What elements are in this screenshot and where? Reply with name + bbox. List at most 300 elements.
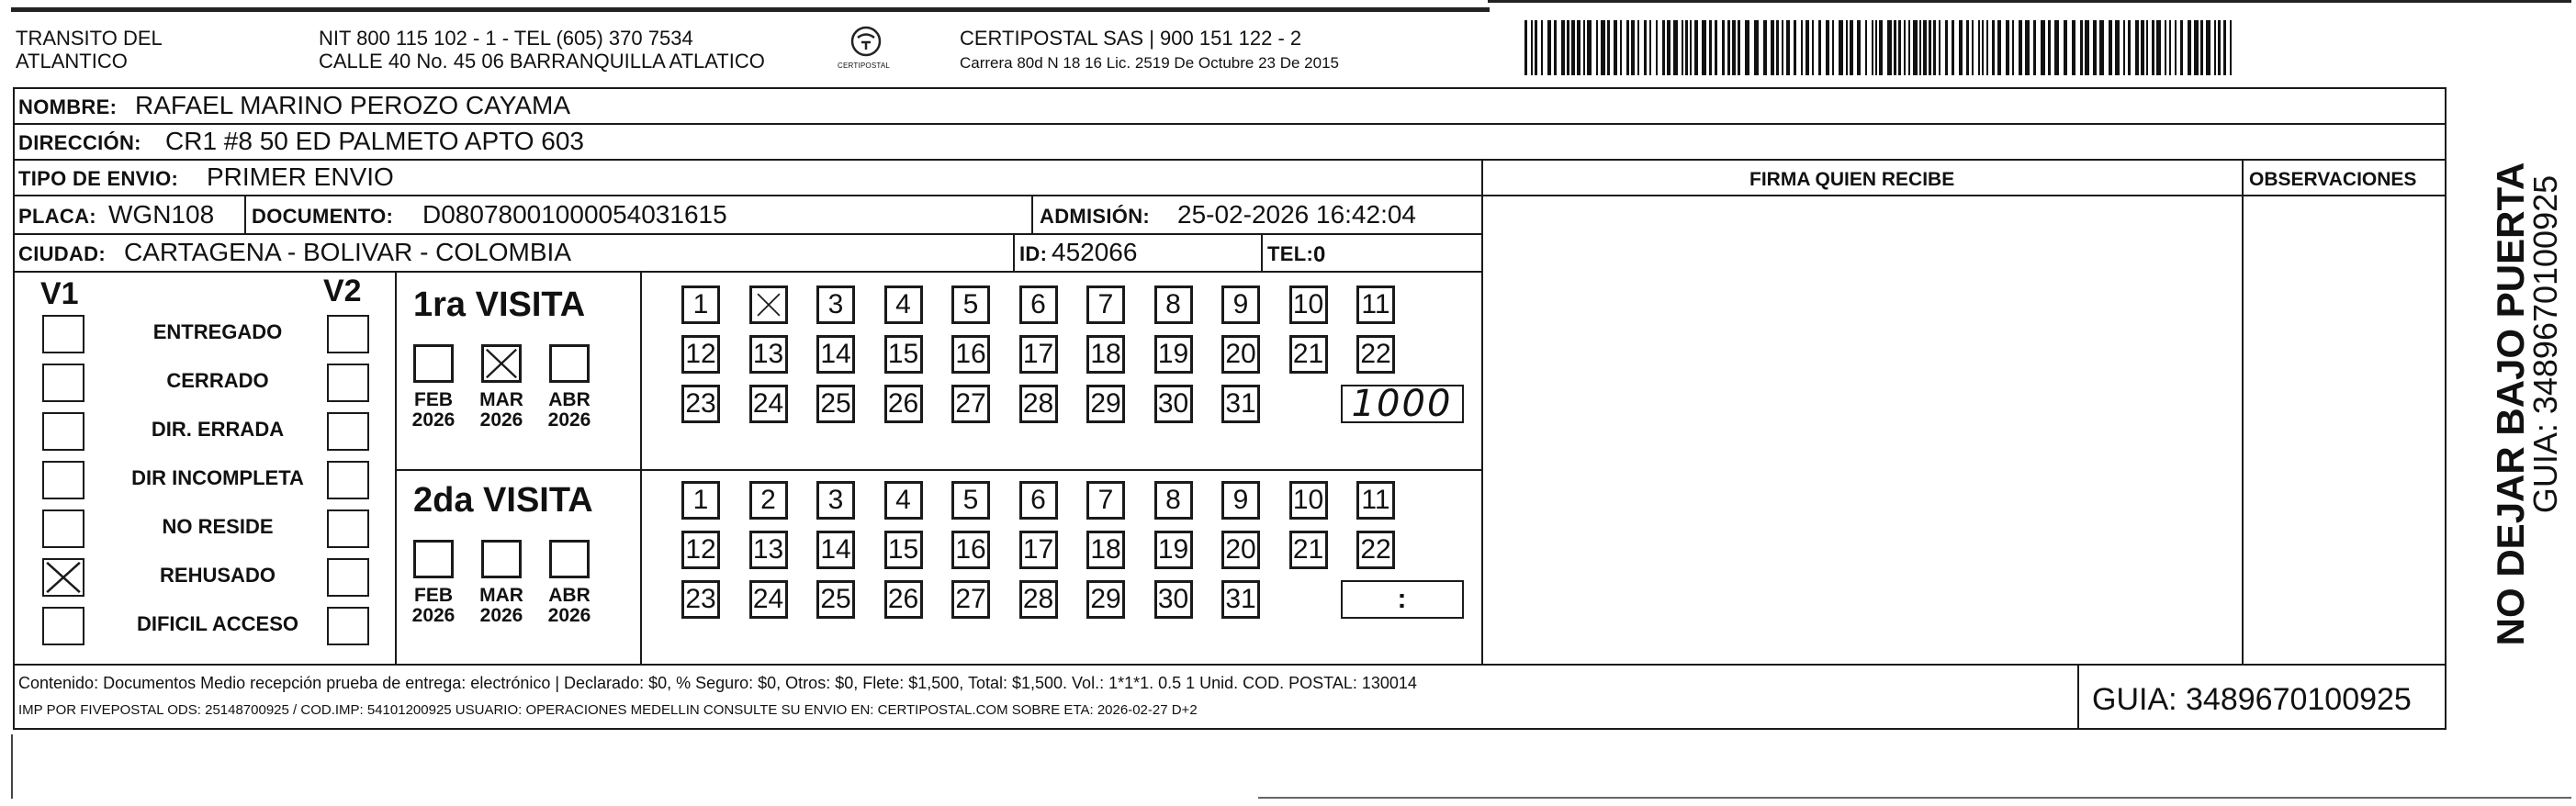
v2-checkbox[interactable]: [327, 461, 369, 499]
barcode-bar: [1997, 20, 2001, 75]
day-box[interactable]: [951, 580, 990, 619]
status-option-label: NO RESIDE: [162, 515, 274, 538]
month-year: 2026: [547, 409, 591, 431]
barcode-bar: [1782, 20, 1783, 75]
side-guide: GUIA: 3489670100925: [2526, 174, 2564, 514]
cell-divider: [1031, 195, 1033, 233]
barcode-bar: [2146, 20, 2148, 75]
month-year: 2026: [411, 409, 456, 431]
v1-checkbox[interactable]: [42, 461, 84, 499]
cell-divider: [1261, 233, 1263, 271]
status-option-label: DIFICIL ACCESO: [136, 612, 298, 635]
barcode-bar: [1571, 20, 1575, 75]
id-label: ID:: [1019, 242, 1048, 265]
status-option-label: DIR INCOMPLETA: [131, 466, 304, 489]
day-box[interactable]: [749, 335, 788, 374]
month-year: 2026: [479, 605, 523, 627]
barcode-bar: [1872, 20, 1873, 75]
day-number: 2: [760, 485, 776, 515]
day-number: 18: [1090, 534, 1121, 565]
barcode-bar: [2041, 20, 2045, 75]
day-box[interactable]: [749, 285, 788, 324]
day-number: 11: [1361, 485, 1390, 515]
day-number: 25: [820, 388, 851, 419]
day-box[interactable]: [884, 285, 923, 324]
footer-print-info: IMP POR FIVEPOSTAL ODS: 25148700925 / COD.IMP: 54101200925 USUARIO: OPERACIONES MEDELLIN CONSULTE SU ENVIO EN: CERTIPOSTAL.COM SOBRE ETA: 2026-02-27 D+2: [18, 702, 1198, 718]
barcode-bar: [1786, 20, 1790, 75]
day-number: 14: [820, 339, 851, 369]
row-divider: [13, 159, 2447, 161]
barcode-bar: [1952, 20, 1954, 75]
footer-guide-divider: [2077, 664, 2079, 730]
barcode-bar: [1531, 20, 1533, 75]
admission-label: ADMISIÓN:: [1040, 205, 1151, 228]
day-number: 21: [1292, 534, 1324, 565]
signature-header: FIRMA QUIEN RECIBE: [1749, 169, 1955, 190]
cell-divider: [244, 195, 246, 233]
barcode-bar: [1631, 20, 1635, 75]
visit1-title: 1ra VISITA: [413, 285, 586, 324]
barcode-bar: [2128, 20, 2131, 75]
v2-checkbox[interactable]: [327, 315, 369, 353]
v2-checkbox[interactable]: [327, 412, 369, 451]
day-box[interactable]: [884, 531, 923, 569]
barcode-bar: [1982, 20, 1984, 75]
day-number: 29: [1090, 388, 1121, 419]
day-number: 18: [1090, 339, 1121, 369]
day-number: 19: [1157, 534, 1189, 565]
barcode-bar: [2072, 20, 2075, 75]
barcode-bar: [1567, 20, 1569, 75]
day-box[interactable]: [951, 385, 990, 423]
barcode-bar: [1846, 20, 1848, 75]
top-rule-right: [1488, 0, 2571, 3]
day-number: 10: [1292, 289, 1324, 319]
day-number: 30: [1157, 584, 1189, 614]
day-box[interactable]: [816, 285, 855, 324]
v1-checkbox[interactable]: [42, 509, 84, 548]
name-label: NOMBRE:: [18, 95, 118, 118]
barcode-bar: [1966, 20, 1969, 75]
row-divider: [13, 271, 1482, 273]
v1-label: V1: [40, 276, 79, 311]
footer-divider: [13, 664, 2447, 666]
day-number: 17: [1022, 339, 1054, 369]
barcode-bar: [1908, 20, 1910, 75]
handwritten-time: 1000: [1351, 383, 1453, 425]
day-number: 6: [1030, 289, 1046, 319]
barcode-bar: [2165, 20, 2166, 75]
barcode-bar: [2115, 20, 2120, 75]
issuer-address: CALLE 40 No. 45 06 BARRANQUILLA ATLATICO: [319, 50, 765, 73]
day-box[interactable]: [681, 481, 720, 520]
barcode-bar: [1839, 20, 1843, 75]
day-number: 27: [955, 584, 986, 614]
day-box[interactable]: [749, 385, 788, 423]
admission-value: 25-02-2026 16:42:04: [1177, 200, 1416, 229]
day-number: 1: [692, 485, 709, 515]
barcode-bar: [1875, 20, 1877, 75]
month-checkbox[interactable]: [413, 540, 454, 578]
day-number: 8: [1165, 289, 1181, 319]
barcode-bar: [2214, 20, 2216, 75]
day-number: 25: [820, 584, 851, 614]
barcode-bar: [2156, 20, 2161, 75]
recipient-address: CR1 #8 50 ED PALMETO APTO 603: [165, 127, 584, 155]
barcode-bar: [1587, 20, 1592, 75]
day-box[interactable]: [1019, 531, 1058, 569]
day-box[interactable]: [951, 481, 990, 520]
day-box[interactable]: [884, 335, 923, 374]
day-box[interactable]: [1019, 335, 1058, 374]
day-number: 11: [1361, 289, 1390, 319]
barcode-bar: [2048, 20, 2051, 75]
status-option-label: CERRADO: [166, 369, 269, 392]
barcode-bar: [2019, 20, 2022, 75]
month-name: MAR: [479, 389, 523, 410]
day-box[interactable]: [1154, 481, 1193, 520]
barcode-bar: [2006, 20, 2009, 75]
barcode-bar: [1649, 20, 1651, 75]
barcode-bar: [2093, 20, 2097, 75]
month-label: [474, 390, 529, 431]
day-number: 7: [1097, 289, 1114, 319]
barcode-bar: [1919, 20, 1921, 75]
day-number: 16: [955, 339, 986, 369]
city-value: CARTAGENA - BOLIVAR - COLOMBIA: [124, 238, 571, 266]
day-box[interactable]: [1356, 531, 1395, 569]
day-number: 3: [827, 485, 844, 515]
day-box[interactable]: [816, 385, 855, 423]
day-number: 14: [820, 534, 851, 565]
barcode-bar: [1524, 20, 1527, 75]
time-field[interactable]: [1341, 580, 1464, 619]
barcode-bar: [2109, 20, 2112, 75]
month-checkbox[interactable]: [549, 540, 590, 578]
barcode-bar: [1945, 20, 1948, 75]
barcode-bar: [1656, 20, 1658, 75]
day-box[interactable]: [884, 385, 923, 423]
barcode-bar: [1826, 20, 1829, 75]
footer-content: Contenido: Documentos Medio recepción prueba de entrega: electrónico | Declarado: $0, % Seguro: $0, Otros: $0, Flete: $1,500, Total: $1,500. Vol.: 1*1*1. 0.5 1 Unid. COD. POSTAL: 130014: [18, 674, 1417, 692]
barcode-bar: [1972, 20, 1974, 75]
tel-value: 0: [1313, 242, 1326, 267]
day-number: 30: [1157, 388, 1189, 419]
send-type: PRIMER ENVIO: [207, 162, 394, 191]
barcode-bar: [2135, 20, 2139, 75]
visit2-title: 2da VISITA: [413, 481, 593, 520]
day-box[interactable]: [1221, 335, 1260, 374]
day-number: 4: [895, 485, 911, 515]
day-box[interactable]: [816, 531, 855, 569]
barcode-bar: [1857, 20, 1861, 75]
day-box[interactable]: [1356, 335, 1395, 374]
v1-checkbox[interactable]: [42, 315, 84, 353]
barcode-bar: [1667, 20, 1670, 75]
observations-header: OBSERVACIONES: [2249, 169, 2417, 190]
section-divider: [640, 271, 642, 664]
barcode-bar: [1913, 20, 1918, 75]
day-number: 28: [1022, 388, 1054, 419]
barcode-bar: [1978, 20, 1980, 75]
day-number: 27: [955, 388, 986, 419]
v2-checkbox[interactable]: [327, 509, 369, 548]
v2-label: V2: [323, 274, 362, 308]
month-name: FEB: [414, 585, 453, 606]
day-box[interactable]: [1086, 335, 1125, 374]
barcode-bar: [1992, 20, 1995, 75]
barcode-bar: [1596, 20, 1598, 75]
day-box[interactable]: [816, 481, 855, 520]
day-number: 19: [1157, 339, 1189, 369]
month-year: 2026: [411, 605, 456, 627]
barcode-bar: [1601, 20, 1605, 75]
barcode-bar: [1644, 20, 1647, 75]
day-number: 23: [685, 388, 716, 419]
day-box[interactable]: [1019, 580, 1058, 619]
day-box[interactable]: [816, 580, 855, 619]
barcode-bar: [1933, 20, 1936, 75]
day-number: 29: [1090, 584, 1121, 614]
barcode-bar: [2012, 20, 2014, 75]
barcode-bar: [2141, 20, 2144, 75]
day-box[interactable]: [1019, 285, 1058, 324]
section-divider: [395, 271, 397, 664]
barcode-bar: [1805, 20, 1809, 75]
day-box[interactable]: [1086, 385, 1125, 423]
month-checkbox[interactable]: [549, 344, 590, 383]
barcode-bar: [2064, 20, 2067, 75]
barcode-bar: [1662, 20, 1665, 75]
barcode-bar: [1801, 20, 1803, 75]
barcode-bar: [1939, 20, 1940, 75]
day-box[interactable]: [1086, 531, 1125, 569]
day-number: 31: [1225, 584, 1256, 614]
day-box[interactable]: [1221, 580, 1260, 619]
day-box[interactable]: [1221, 531, 1260, 569]
barcode-bar: [1794, 20, 1796, 75]
barcode-bar: [1812, 20, 1814, 75]
day-number: 17: [1022, 534, 1054, 565]
barcode-bar: [1541, 20, 1543, 75]
barcode-bar: [1727, 20, 1730, 75]
status-option-label: DIR. ERRADA: [151, 418, 285, 441]
day-box[interactable]: [951, 335, 990, 374]
signature-area[interactable]: [1484, 197, 2240, 662]
status-option-label: ENTREGADO: [152, 320, 283, 343]
day-number: 24: [752, 584, 784, 614]
day-box[interactable]: [884, 481, 923, 520]
day-number: 31: [1225, 388, 1256, 419]
month-label: [406, 390, 461, 431]
day-number: 15: [887, 534, 919, 565]
day-box[interactable]: [1154, 385, 1193, 423]
barcode-bar: [2188, 20, 2191, 75]
barcode-bar: [1685, 20, 1688, 75]
day-number: 13: [752, 534, 784, 565]
barcode-bar: [2099, 20, 2104, 75]
barcode-bar: [1904, 20, 1906, 75]
day-box[interactable]: [681, 385, 720, 423]
row-divider: [13, 123, 2447, 125]
column-divider: [2242, 159, 2244, 664]
issuer-name-line1: TRANSITO DEL: [16, 27, 163, 50]
day-box[interactable]: [681, 580, 720, 619]
plate-value: WGN108: [108, 200, 215, 229]
v1-checkbox[interactable]: [42, 412, 84, 451]
month-checkbox[interactable]: [481, 540, 522, 578]
courier-logo: [834, 24, 898, 79]
day-number: 5: [962, 289, 979, 319]
day-box[interactable]: [1086, 481, 1125, 520]
barcode-bar: [1959, 20, 1963, 75]
time-separator: :: [1397, 584, 1407, 614]
barcode-bar: [1554, 20, 1557, 75]
day-number: 9: [1232, 485, 1249, 515]
barcode-bar: [2152, 20, 2154, 75]
month-name: ABR: [548, 585, 591, 606]
day-box[interactable]: [1154, 580, 1193, 619]
day-box[interactable]: [1289, 481, 1328, 520]
barcode-bar: [1673, 20, 1678, 75]
v2-checkbox[interactable]: [327, 607, 369, 645]
barcode-bar: [1607, 20, 1610, 75]
v1-checkbox[interactable]: [42, 364, 84, 402]
barcode-bar: [2194, 20, 2199, 75]
barcode-bar: [2054, 20, 2059, 75]
day-box[interactable]: [1356, 481, 1395, 520]
top-rule: [11, 7, 1490, 12]
day-number: 20: [1225, 339, 1256, 369]
barcode-bar: [2085, 20, 2089, 75]
time-field[interactable]: [1341, 385, 1464, 423]
day-box[interactable]: [1154, 335, 1193, 374]
cell-divider: [1013, 233, 1015, 271]
day-box[interactable]: [749, 481, 788, 520]
day-box[interactable]: [749, 531, 788, 569]
barcode-bar: [1614, 20, 1617, 75]
v2-checkbox[interactable]: [327, 364, 369, 402]
day-number: 5: [962, 485, 979, 515]
day-number: 28: [1022, 584, 1054, 614]
page-edge-left: [11, 734, 13, 799]
day-box[interactable]: [1221, 385, 1260, 423]
barcode-bar: [1732, 20, 1736, 75]
day-box[interactable]: [749, 580, 788, 619]
day-box[interactable]: [1154, 285, 1193, 324]
day-box[interactable]: [1221, 285, 1260, 324]
barcode-bar: [1865, 20, 1867, 75]
courier-license: Carrera 80d N 18 16 Lic. 2519 De Octubre 23 De 2015: [960, 54, 1339, 72]
issuer-nit: NIT 800 115 102 - 1 - TEL (605) 370 7534: [319, 27, 693, 50]
barcode-bar: [1626, 20, 1629, 75]
day-number: 16: [955, 534, 986, 565]
day-box[interactable]: [1086, 580, 1125, 619]
month-checkbox[interactable]: [413, 344, 454, 383]
barcode-bar: [1879, 20, 1883, 75]
status-option-label: REHUSADO: [160, 564, 276, 587]
month-year: 2026: [547, 605, 591, 627]
day-box[interactable]: [681, 531, 720, 569]
month-name: FEB: [414, 389, 453, 410]
barcode-bar: [1620, 20, 1622, 75]
barcode-bar: [1894, 20, 1896, 75]
courier-logo-text: CERTIPOSTAL: [838, 62, 891, 70]
courier-info: CERTIPOSTAL SAS | 900 151 122 - 2: [960, 27, 1302, 50]
day-box[interactable]: [681, 335, 720, 374]
month-label: [542, 586, 597, 626]
month-label: [474, 586, 529, 626]
day-box[interactable]: [951, 285, 990, 324]
day-box[interactable]: [1221, 481, 1260, 520]
barcode-bar: [1682, 20, 1683, 75]
barcode: [1524, 20, 2232, 75]
day-box[interactable]: [951, 531, 990, 569]
day-number: 7: [1097, 485, 1114, 515]
barcode-bar: [2180, 20, 2183, 75]
barcode-bar: [1929, 20, 1931, 75]
send-type-label: TIPO DE ENVIO:: [18, 167, 179, 190]
day-box[interactable]: [1289, 531, 1328, 569]
barcode-bar: [2080, 20, 2083, 75]
barcode-bar: [2169, 20, 2171, 75]
day-box[interactable]: [1019, 385, 1058, 423]
day-number: 26: [887, 584, 919, 614]
day-number: 15: [887, 339, 919, 369]
day-box[interactable]: [816, 335, 855, 374]
observations-area[interactable]: [2244, 197, 2445, 662]
barcode-bar: [1898, 20, 1901, 75]
plate-label: PLACA:: [18, 205, 96, 228]
barcode-bar: [2025, 20, 2030, 75]
day-number: 3: [827, 289, 844, 319]
page-edge-bottom: [1258, 797, 2571, 799]
month-label: [542, 390, 597, 431]
day-number: 8: [1165, 485, 1181, 515]
day-box[interactable]: [1289, 335, 1328, 374]
id-value: 452066: [1052, 238, 1138, 266]
month-name: MAR: [479, 585, 523, 606]
day-box[interactable]: [1086, 285, 1125, 324]
day-number: 6: [1030, 485, 1046, 515]
day-box[interactable]: [1154, 531, 1193, 569]
city-label: CIUDAD:: [18, 242, 106, 265]
day-number: 13: [752, 339, 784, 369]
day-box[interactable]: [1289, 285, 1328, 324]
barcode-bar: [1547, 20, 1551, 75]
document-value: D08078001000054031615: [422, 200, 727, 229]
barcode-bar: [2206, 20, 2210, 75]
day-number: 12: [685, 339, 716, 369]
barcode-bar: [1763, 20, 1767, 75]
barcode-bar: [1583, 20, 1585, 75]
day-box[interactable]: [1356, 285, 1395, 324]
day-box[interactable]: [884, 580, 923, 619]
v1-checkbox[interactable]: [42, 607, 84, 645]
day-box[interactable]: [681, 285, 720, 324]
day-number: 21: [1292, 339, 1324, 369]
barcode-bar: [1738, 20, 1740, 75]
barcode-bar: [2230, 20, 2232, 75]
v1-checkbox[interactable]: [42, 558, 84, 597]
barcode-bar: [2175, 20, 2177, 75]
day-box[interactable]: [1019, 481, 1058, 520]
barcode-bar: [2218, 20, 2221, 75]
v2-checkbox[interactable]: [327, 558, 369, 597]
month-year: 2026: [479, 409, 523, 431]
month-checkbox[interactable]: [481, 344, 522, 383]
barcode-bar: [1745, 20, 1749, 75]
